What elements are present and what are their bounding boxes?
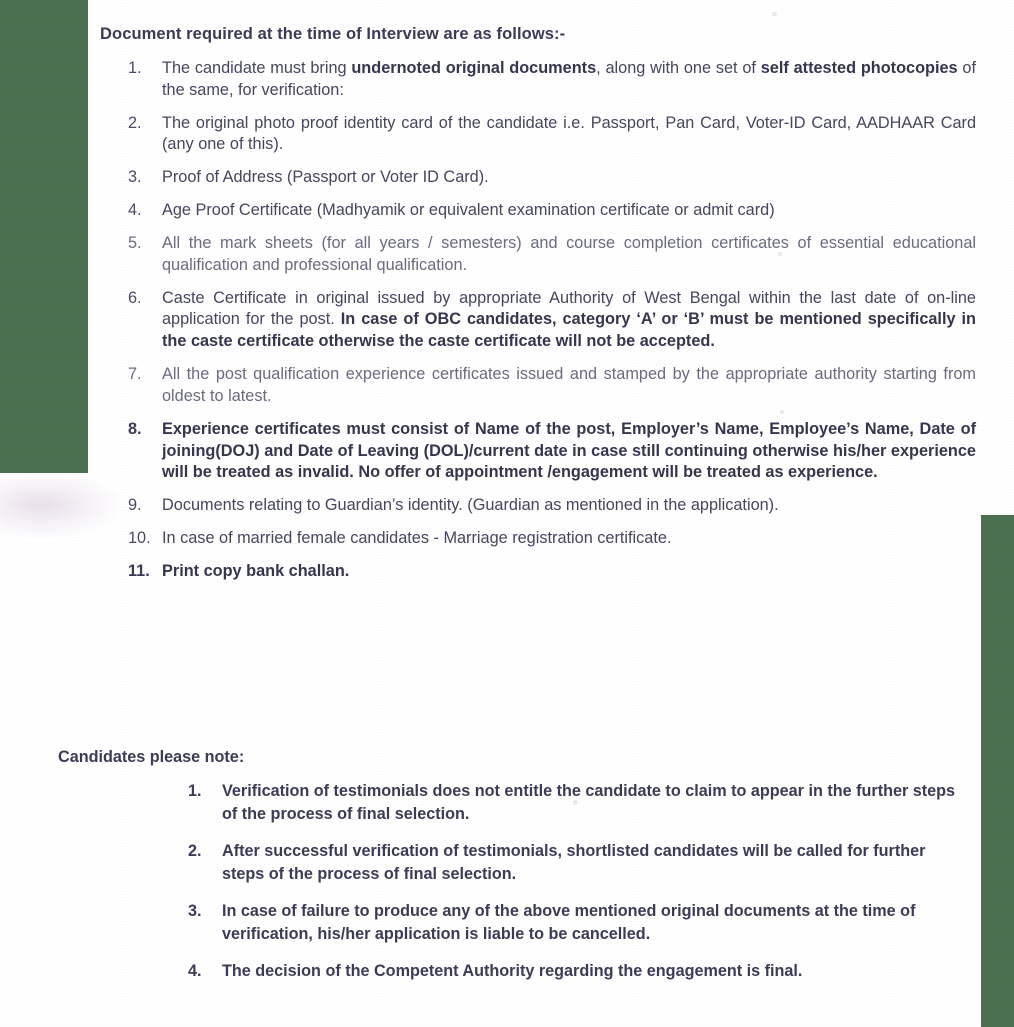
list-marker: 7. <box>128 365 142 384</box>
requirement-text <box>162 167 976 189</box>
list-marker: 5. <box>128 233 142 252</box>
body-text: Documents relating to Guardian’s identity. (Guardian as mentioned in the application). <box>162 496 779 515</box>
requirement-text <box>162 561 976 583</box>
body-text: All the post qualification experience certificates issued and stamped by the appropriate authority starting from oldest to latest. <box>162 365 976 405</box>
body-text: The original photo proof identity card of the candidate i.e. Passport, Pan Card, Voter-ID Card, AADHAAR Card (any one of this). <box>162 113 976 154</box>
notes-heading: Candidates please note: <box>58 748 245 766</box>
requirement-text <box>162 113 976 157</box>
requirement-item <box>128 233 976 277</box>
requirement-item <box>128 200 976 222</box>
note-item <box>188 780 963 826</box>
note-marker: 1. <box>188 782 202 800</box>
requirement-text <box>162 495 976 517</box>
requirement-item <box>128 495 976 517</box>
requirement-item <box>128 528 976 550</box>
body-text: Age Proof Certificate (Madhyamik or equivalent examination certificate or admit card) <box>162 201 775 220</box>
requirement-item <box>128 419 976 484</box>
emphasis-text: self attested photocopies <box>760 59 958 77</box>
requirement-item <box>128 167 976 189</box>
required-documents-list <box>128 58 976 594</box>
note-marker: 3. <box>188 902 202 920</box>
emphasis-text: Print copy bank challan. <box>162 561 350 580</box>
page-title: Document required at the time of Interview are as follows:- <box>100 25 566 43</box>
requirement-text <box>162 528 976 550</box>
list-marker: 6. <box>128 288 142 307</box>
list-marker: 11. <box>128 561 150 580</box>
emphasis-text: undernoted original documents <box>351 59 597 77</box>
body-text: of the same, for verification: <box>162 59 976 99</box>
requirement-item <box>128 58 976 102</box>
note-text: After successful verification of testimonials, shortlisted candidates will be called for further steps of the process of final selection. <box>222 842 926 883</box>
note-item <box>188 960 963 983</box>
list-marker: 2. <box>128 113 142 132</box>
note-text: The decision of the Competent Authority regarding the engagement is final. <box>222 962 803 980</box>
emphasis-text: Experience certificates must consist of Name of the post, Employer’s Name, Employee’s Name, Date of joining(DOJ) and Date of Leaving (DOL)/current date in case still continuing otherwise his/her experience will be treated as invalid. No offer of appointment /engagement will be treated as experience. <box>162 419 976 482</box>
list-marker: 10. <box>128 529 151 548</box>
list-marker: 1. <box>128 59 142 77</box>
list-marker: 8. <box>128 419 142 438</box>
list-marker: 3. <box>128 168 142 187</box>
body-text: , along with one set of <box>596 59 761 77</box>
requirement-item <box>128 288 976 353</box>
requirement-item <box>128 364 976 408</box>
note-text: Verification of testimonials does not entitle the candidate to claim to appear in the further steps of the process of final selection. <box>222 782 956 823</box>
body-text: Proof of Address (Passport or Voter ID Card). <box>162 168 489 187</box>
note-marker: 2. <box>188 842 202 860</box>
note-item <box>188 840 963 886</box>
list-marker: 4. <box>128 201 142 220</box>
candidate-notes-list <box>188 780 963 997</box>
body-text: The candidate must bring <box>162 59 352 77</box>
requirement-text <box>162 58 976 102</box>
requirement-text <box>162 419 976 484</box>
requirement-text <box>162 364 976 408</box>
list-marker: 9. <box>128 496 142 515</box>
note-item <box>188 900 963 946</box>
requirement-text <box>162 200 976 222</box>
requirement-text <box>162 288 976 353</box>
emphasis-text: In case of OBC candidates, category ‘A’ or ‘B’ must be mentioned specifically in the caste certificate otherwise the caste certificate will not be accepted. <box>162 310 976 351</box>
requirement-text <box>162 233 976 277</box>
body-text: Caste Certificate in original issued by appropriate Authority of West Bengal within the last date of on-line application for the post. <box>162 288 976 329</box>
note-marker: 4. <box>188 962 202 980</box>
requirement-item <box>128 113 976 157</box>
body-text: In case of married female candidates - Marriage registration certificate. <box>162 529 672 548</box>
requirement-item <box>128 561 976 583</box>
body-text: All the mark sheets (for all years / semesters) and course completion certificates of essential educational qualification and professional qualification. <box>162 233 976 274</box>
note-text: In case of failure to produce any of the above mentioned original documents at the time of verification, his/her application is liable to be cancelled. <box>222 902 916 943</box>
